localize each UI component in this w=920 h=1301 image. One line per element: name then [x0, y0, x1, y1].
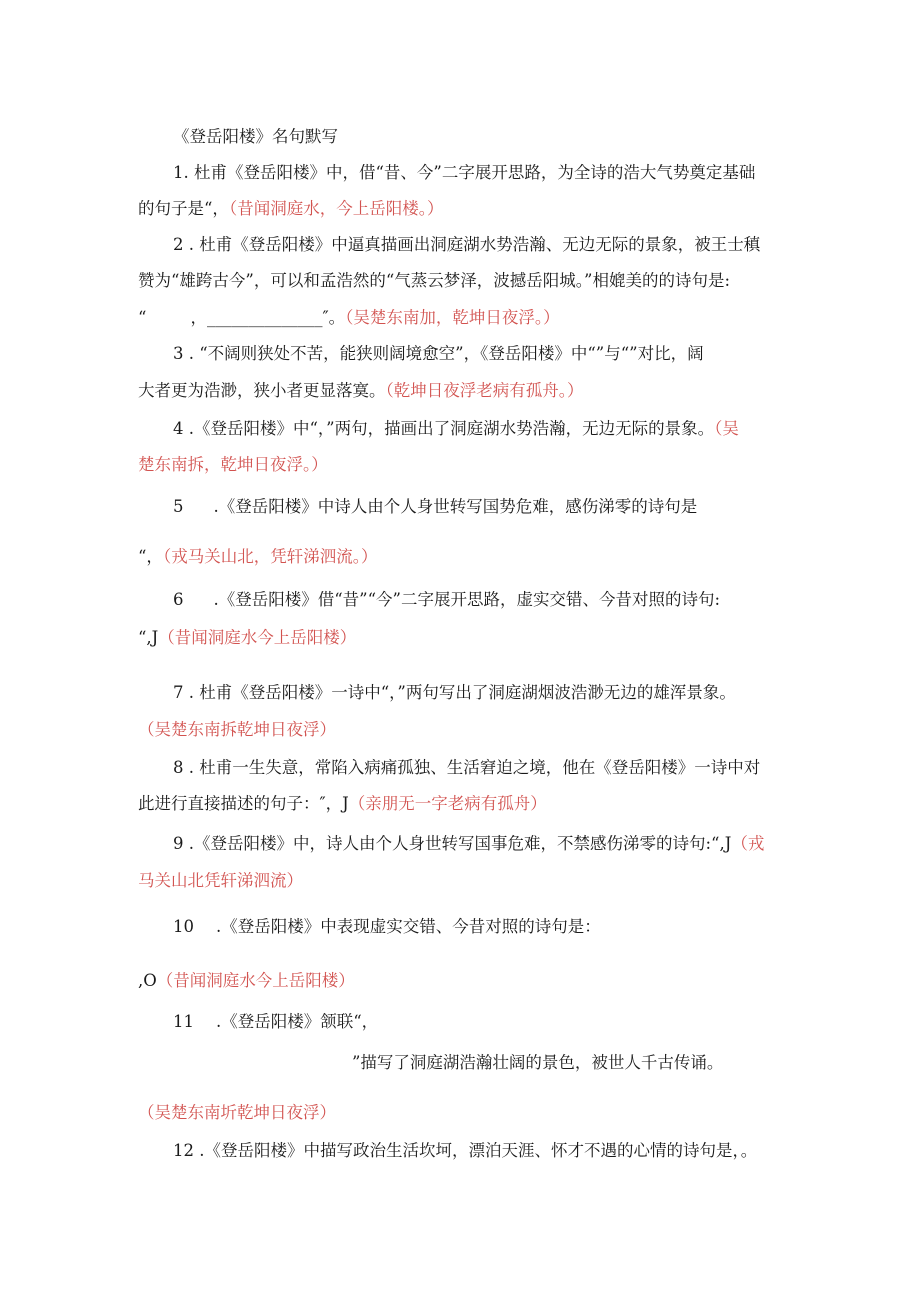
answer-text: （戎 — [731, 834, 765, 853]
question-text: .《登岳阳楼》借“昔”“今”二字展开思路，虚实交错、今昔对照的诗句: — [213, 590, 721, 609]
answer-text: （吴 — [714, 419, 739, 438]
question-12-line-1: 12 .《登岳阳楼》中描写政治生活坎坷，漂泊天涯、怀才不遇的心情的诗句是，。 — [173, 1141, 758, 1160]
answer-text: （乾坤日夜浮老病有孤舟。） — [385, 381, 584, 400]
question-number: 11 — [173, 1012, 194, 1031]
page-title: 《登岳阳楼》名句默写 — [173, 127, 338, 146]
question-6-line-2 — [138, 627, 356, 649]
question-2-line-3 — [138, 307, 560, 329]
question-text: 9 .《登岳阳楼》中，诗人由个人身世转写国事危难，不禁感伤涕零的诗句:“,J — [173, 834, 732, 853]
question-11-answer: （吴楚东南圻乾坤日夜浮） — [138, 1103, 336, 1122]
question-text: 4 .《登岳阳楼》中“，”两句，描画出了洞庭湖水势浩瀚，无边无际的景象。 — [173, 419, 715, 438]
question-3-line-1: 3 . “不阔则狭处不苦，能狭则阔境愈空”，《登岳阳楼》中“”与“”对比，阔 — [173, 344, 704, 363]
question-number: 5 — [173, 497, 184, 516]
question-7-answer: （吴楚东南拆乾坤日夜浮） — [138, 720, 336, 739]
question-text: “ — [138, 308, 147, 327]
question-5-line-2 — [138, 546, 377, 568]
answer-text: （昔闻洞庭水今上岳阳楼） — [156, 971, 355, 990]
question-text: .《登岳阳楼》中表现虚实交错、今昔对照的诗句是： — [216, 917, 601, 936]
question-text: “,J — [138, 628, 159, 647]
question-text: 的句子是“， — [138, 199, 229, 218]
question-9-line-1 — [173, 833, 764, 855]
answer-text: （昔闻洞庭水今上岳阳楼） — [158, 628, 357, 647]
answer-text: （吴楚东南加，乾坤日夜浮。） — [345, 308, 560, 327]
question-text: .《登岳阳楼》中诗人由个人身世转写国势危难，感伤涕零的诗句是 — [213, 497, 698, 516]
question-8-line-2 — [138, 793, 547, 815]
question-11-line-1 — [173, 1011, 378, 1033]
question-5-line-1 — [173, 496, 697, 518]
question-1-line-2 — [138, 198, 443, 220]
question-3-line-2 — [138, 380, 584, 402]
question-6-line-1 — [173, 589, 720, 611]
question-text: 大者更为浩渺，狭小者更显落寞。 — [138, 381, 386, 400]
question-7-line-1: 7 . 杜甫《登岳阳楼》一诗中“，”两句写出了洞庭湖烟波浩渺无边的雄浑景象。 — [173, 683, 736, 702]
question-number: 6 — [173, 590, 184, 609]
question-2-line-2: 赞为“雄跨古今”，可以和孟浩然的“气蒸云梦泽，波撼岳阳城。”相媲美的的诗句是: — [138, 271, 731, 290]
question-number: 10 — [173, 917, 194, 936]
question-9-line-2: 马关山北凭轩涕泗流） — [138, 871, 303, 890]
question-text: .《登岳阳楼》颔联“， — [216, 1012, 379, 1031]
question-10-line-1 — [173, 916, 601, 938]
answer-text: （亲朋无一字老病有孤舟） — [348, 794, 547, 813]
answer-text: （戎马关山北，凭轩涕泗流。） — [162, 547, 378, 566]
question-2-line-1: 2 . 杜甫《登岳阳楼》中逼真描画出洞庭湖水势浩瀚、无边无际的景象，被王士稹 — [173, 235, 761, 254]
answer-text: （昔闻洞庭水，今上岳阳楼。） — [228, 199, 444, 218]
question-11-line-2: ”描写了洞庭湖浩瀚壮阔的景色，被世人千古传诵。 — [352, 1053, 724, 1072]
question-text: “， — [138, 547, 163, 566]
question-4-line-2: 楚东南拆，乾坤日夜浮。） — [138, 455, 328, 474]
question-text: 此进行直接描述的句子：″，J — [138, 794, 349, 813]
question-8-line-1: 8 . 杜甫一生失意，常陷入病痛孤独、生活窘迫之境，他在《登岳阳楼》一诗中对 — [173, 758, 761, 777]
question-4-line-1 — [173, 418, 739, 440]
question-text: ,O — [138, 971, 157, 990]
question-text: ，______________″。 — [190, 308, 346, 327]
question-1-line-1: 1. 杜甫《登岳阳楼》中，借“昔、今”二字展开思路，为全诗的浩大气势奠定基础 — [173, 163, 756, 182]
question-10-line-2 — [138, 970, 355, 992]
